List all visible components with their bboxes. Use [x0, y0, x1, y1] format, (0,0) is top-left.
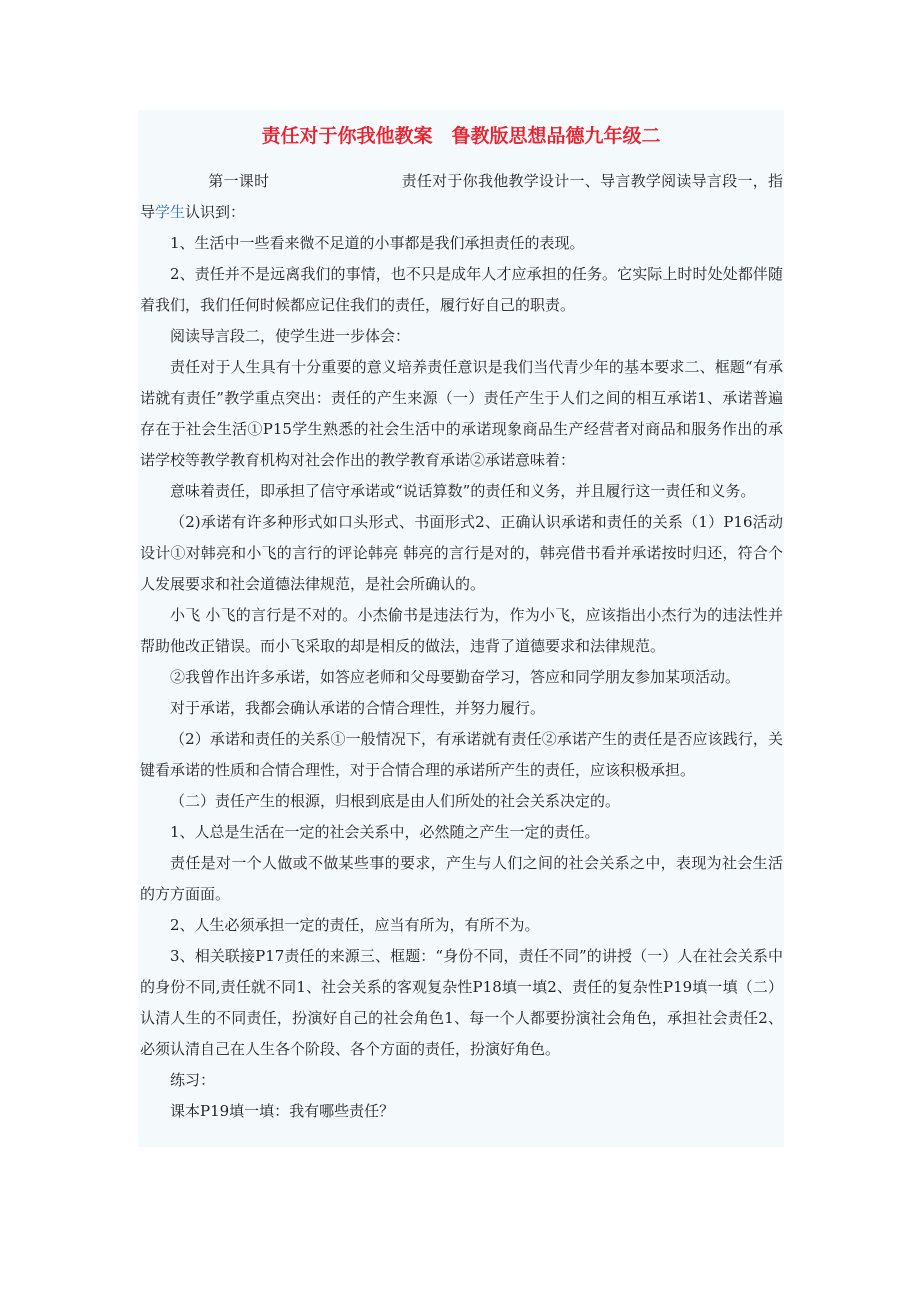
- paragraph: 责任对于人生具有十分重要的意义培养责任意识是我们当代青少年的基本要求二、框题“有承诺就有责任”教学重点突出：责任的产生来源（一）责任产生于人们之间的相互承诺1、承诺普遍存在于社会生活①P15学生熟悉的社会生活中的承诺现象商品生产经营者对商品和服务作出的承诺学校等教学教育机构对社会作出的教学教育承诺②承诺意味着：: [140, 358, 783, 469]
- paragraph: 阅读导言段二，使学生进一步体会：: [170, 327, 411, 345]
- paragraph: 2、责任并不是远离我们的事情，也不只是成年人才应承担的任务。它实际上时时处处都伴随着我们，我们任何时候都应记住我们的责任，履行好自己的职责。: [140, 265, 783, 314]
- paragraph: 1、人总是生活在一定的社会关系中，必然随之产生一定的责任。: [170, 823, 600, 841]
- document-title: 责任对于你我他教案 鲁教版思想品德九年级二: [261, 125, 661, 147]
- intro-tail: 认识到：: [185, 203, 246, 221]
- paragraph: 意味着责任，即承担了信守承诺或“说话算数”的责任和义务，并且履行这一责任和义务。: [170, 482, 756, 500]
- paragraph: 责任是对一个人做或不做某些事的要求，产生与人们之间的社会关系之中，表现为社会生活的方方面面。: [140, 854, 783, 903]
- paragraph: 2、人生必须承担一定的责任，应当有所为，有所不为。: [170, 916, 540, 934]
- paragraph: （2）承诺和责任的关系①一般情况下，有承诺就有责任②承诺产生的责任是否应该践行，关键看承诺的性质和合情合理性，对于合情合理的承诺所产生的责任，应该积极承担。: [140, 730, 783, 779]
- document-page: [138, 110, 784, 1147]
- paragraph: 对于承诺，我都会确认承诺的合情合理性，并努力履行。: [170, 699, 546, 717]
- student-link[interactable]: 学生: [155, 203, 186, 221]
- paragraph: 3、相关联接P17责任的来源三、框题：“身份不同，责任不同”的讲授（一）人在社会关系中的身份不同,责任就不同1、社会关系的客观复杂性P18填一填2、责任的复杂性P19填一填（二）认清人生的不同责任，扮演好自己的社会角色1、每一个人都要扮演社会角色，承担社会责任2、必须认清自己在人生各个阶段、各个方面的责任，扮演好角色。: [140, 947, 783, 1058]
- paragraph: 1、生活中一些看来微不足道的小事都是我们承担责任的表现。: [170, 234, 585, 252]
- intro-text: 责任对于你我他教学设计一、导言教学阅读导言段一，指导: [140, 172, 783, 221]
- paragraph: 课本P19填一填：我有哪些责任？: [170, 1102, 395, 1120]
- document-body: [140, 166, 783, 1127]
- paragraph: （二）责任产生的根源，归根到底是由人们所处的社会关系决定的。: [170, 792, 621, 810]
- paragraph: 小飞 小飞的言行是不对的。小杰偷书是违法行为，作为小飞，应该指出小杰行为的违法性并帮助他改正错误。而小飞采取的却是相反的做法，违背了道德要求和法律规范。: [140, 606, 783, 655]
- intro-paragraph: [140, 166, 783, 228]
- paragraph: ②我曾作出许多承诺，如答应老师和父母要勤奋学习，答应和同学朋友参加某项活动。: [170, 668, 741, 686]
- paragraph: （2)承诺有许多种形式如口头形式、书面形式2、正确认识承诺和责任的关系（1）P16活动设计①对韩亮和小飞的言行的评论韩亮 韩亮的言行是对的，韩亮借书看并承诺按时归还，符合个人发展要求和社会道德法律规范，是社会所确认的。: [140, 513, 783, 593]
- lesson-label: 第一课时: [208, 172, 270, 190]
- paragraph: 练习：: [170, 1071, 216, 1089]
